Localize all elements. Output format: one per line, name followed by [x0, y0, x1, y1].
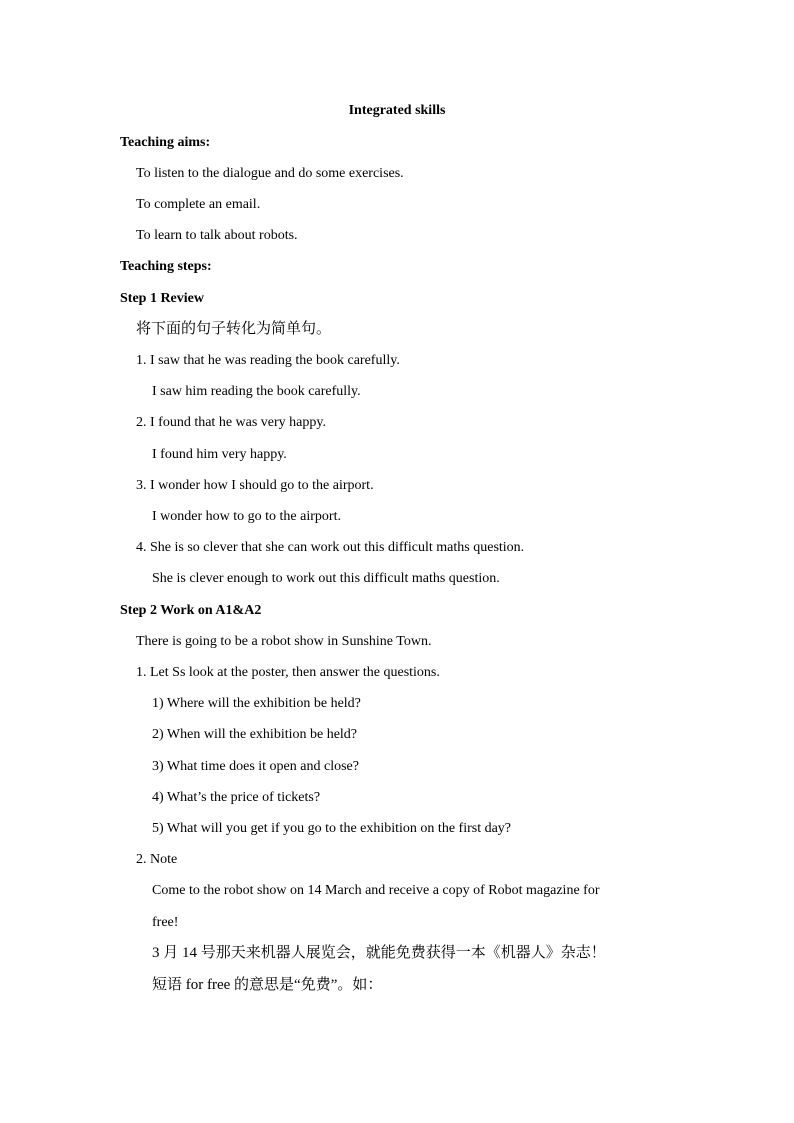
poster-question: 5) What will you get if you go to the exhibition on the first day?: [152, 821, 512, 836]
phrase-explanation: 短语 for free 的意思是“免费”。如：: [152, 977, 383, 993]
review-question: 1. I saw that he was reading the book carefully.: [136, 353, 400, 368]
step2-item-2: 2. Note: [136, 852, 178, 867]
note-sentence-continued: free!: [152, 915, 179, 930]
poster-question: 4) What’s the price of tickets?: [152, 790, 321, 805]
note-sentence: Come to the robot show on 14 March and receive a copy of Robot magazine for: [152, 883, 600, 898]
review-question: 4. She is so clever that she can work out this difficult maths question.: [136, 540, 525, 555]
poster-question: 2) When will the exhibition be held?: [152, 727, 358, 742]
aim-item: To listen to the dialogue and do some exercises.: [136, 166, 404, 181]
review-question: 2. I found that he was very happy.: [136, 415, 326, 430]
step2-item-1: 1. Let Ss look at the poster, then answer the questions.: [136, 665, 440, 680]
review-question: 3. I wonder how I should go to the airport.: [136, 478, 374, 493]
note-translation: 3 月 14 号那天来机器人展览会，就能免费获得一本《机器人》杂志！: [152, 945, 606, 961]
teaching-aims-heading: Teaching aims:: [120, 135, 211, 150]
teaching-steps-heading: Teaching steps:: [120, 259, 212, 274]
step2-intro: There is going to be a robot show in Sunshine Town.: [136, 634, 432, 649]
aim-item: To complete an email.: [136, 197, 261, 212]
review-answer: I saw him reading the book carefully.: [152, 384, 361, 399]
review-answer: She is clever enough to work out this difficult maths question.: [152, 571, 500, 586]
aim-item: To learn to talk about robots.: [136, 228, 298, 243]
document-title: Integrated skills: [348, 103, 446, 118]
step1-heading: Step 1 Review: [120, 291, 204, 306]
poster-question: 3) What time does it open and close?: [152, 759, 359, 774]
review-answer: I wonder how to go to the airport.: [152, 509, 341, 524]
step1-instruction: 将下面的句子转化为简单句。: [136, 321, 332, 337]
step2-heading: Step 2 Work on A1&A2: [120, 603, 262, 618]
poster-question: 1) Where will the exhibition be held?: [152, 696, 361, 711]
review-answer: I found him very happy.: [152, 447, 287, 462]
